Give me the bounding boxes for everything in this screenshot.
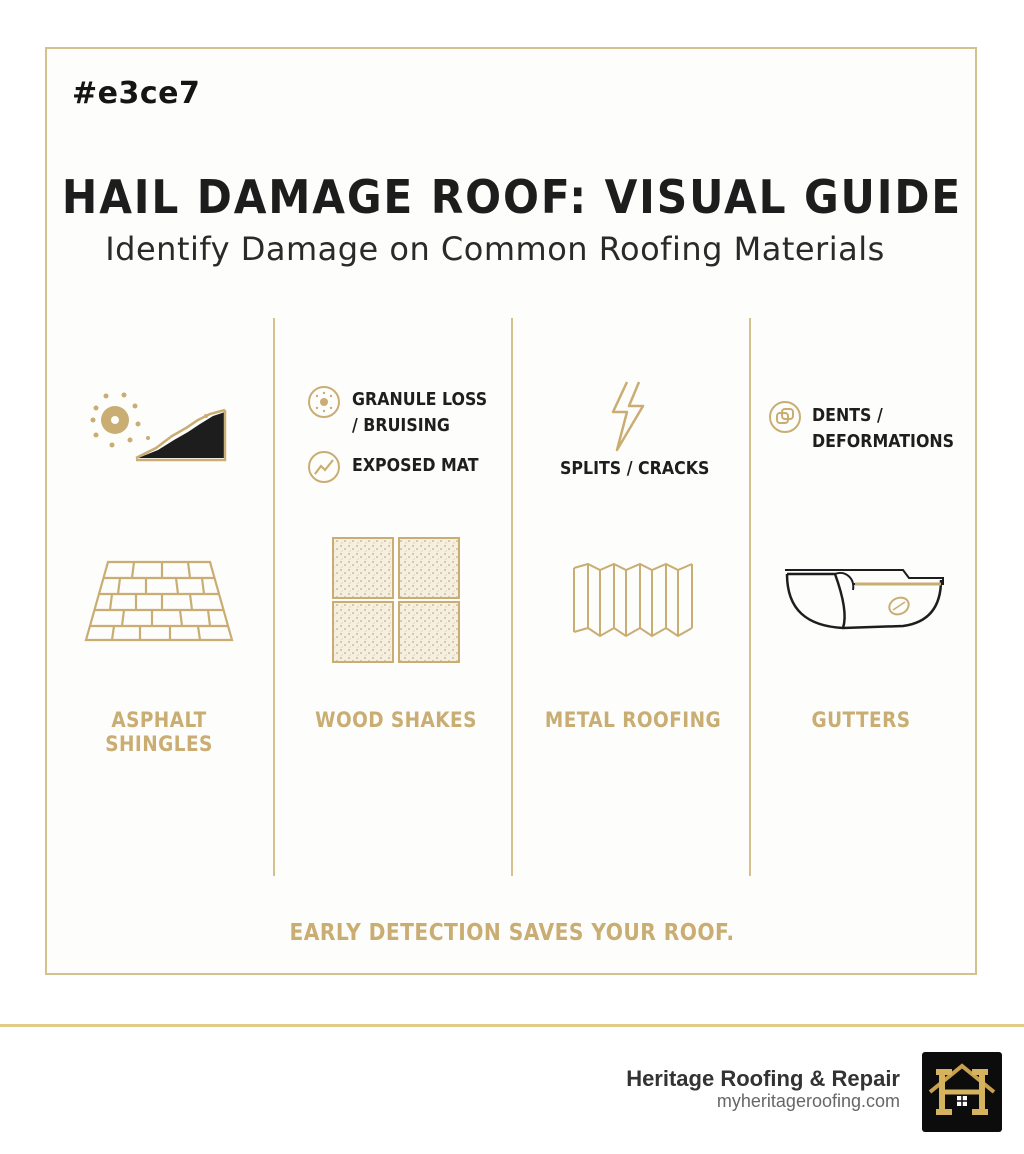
- tagline: EARLY DETECTION SAVES YOUR ROOF.: [289, 920, 735, 946]
- wood-shakes-icon: [331, 536, 461, 664]
- gutter-icon: [783, 566, 947, 632]
- page-title: HAIL DAMAGE ROOF: VISUAL GUIDE: [61, 170, 963, 224]
- hail-storm-icon: [88, 388, 230, 462]
- company-name: Heritage Roofing & Repair: [626, 1066, 900, 1091]
- heritage-house-logo-icon: [922, 1052, 1002, 1132]
- company-url[interactable]: myheritageroofing.com: [716, 1091, 900, 1111]
- column-label-gutters: GUTTERS: [811, 708, 911, 732]
- asphalt-shingles-icon: [84, 560, 234, 644]
- damage-label-bruising: / BRUISING: [352, 415, 450, 436]
- dent-icon: [768, 400, 802, 434]
- column-divider: [273, 318, 275, 876]
- damage-label-exposed-mat: EXPOSED MAT: [352, 455, 479, 476]
- metal-roofing-icon: [572, 562, 696, 638]
- footer-divider: [0, 1024, 1024, 1027]
- column-label-asphalt-shingles: ASPHALT SHINGLES: [105, 708, 213, 756]
- damage-label-splits-cracks: SPLITS / CRACKS: [560, 458, 710, 479]
- column-divider: [511, 318, 513, 876]
- exposed-mat-icon: [307, 450, 341, 484]
- granule-loss-icon: [307, 385, 341, 419]
- hashtag-label: #e3ce7: [72, 76, 201, 111]
- column-label-wood-shakes: WOOD SHAKES: [315, 708, 477, 732]
- page-subtitle: Identify Damage on Common Roofing Materials: [105, 230, 885, 268]
- column-label-metal-roofing: METAL ROOFING: [544, 708, 722, 732]
- crack-lightning-icon: [607, 380, 649, 452]
- column-divider: [749, 318, 751, 876]
- damage-label-deformations: DEFORMATIONS: [812, 431, 955, 452]
- damage-label-granule-loss: GRANULE LOSS: [352, 389, 488, 410]
- damage-label-dents: DENTS /: [812, 405, 883, 426]
